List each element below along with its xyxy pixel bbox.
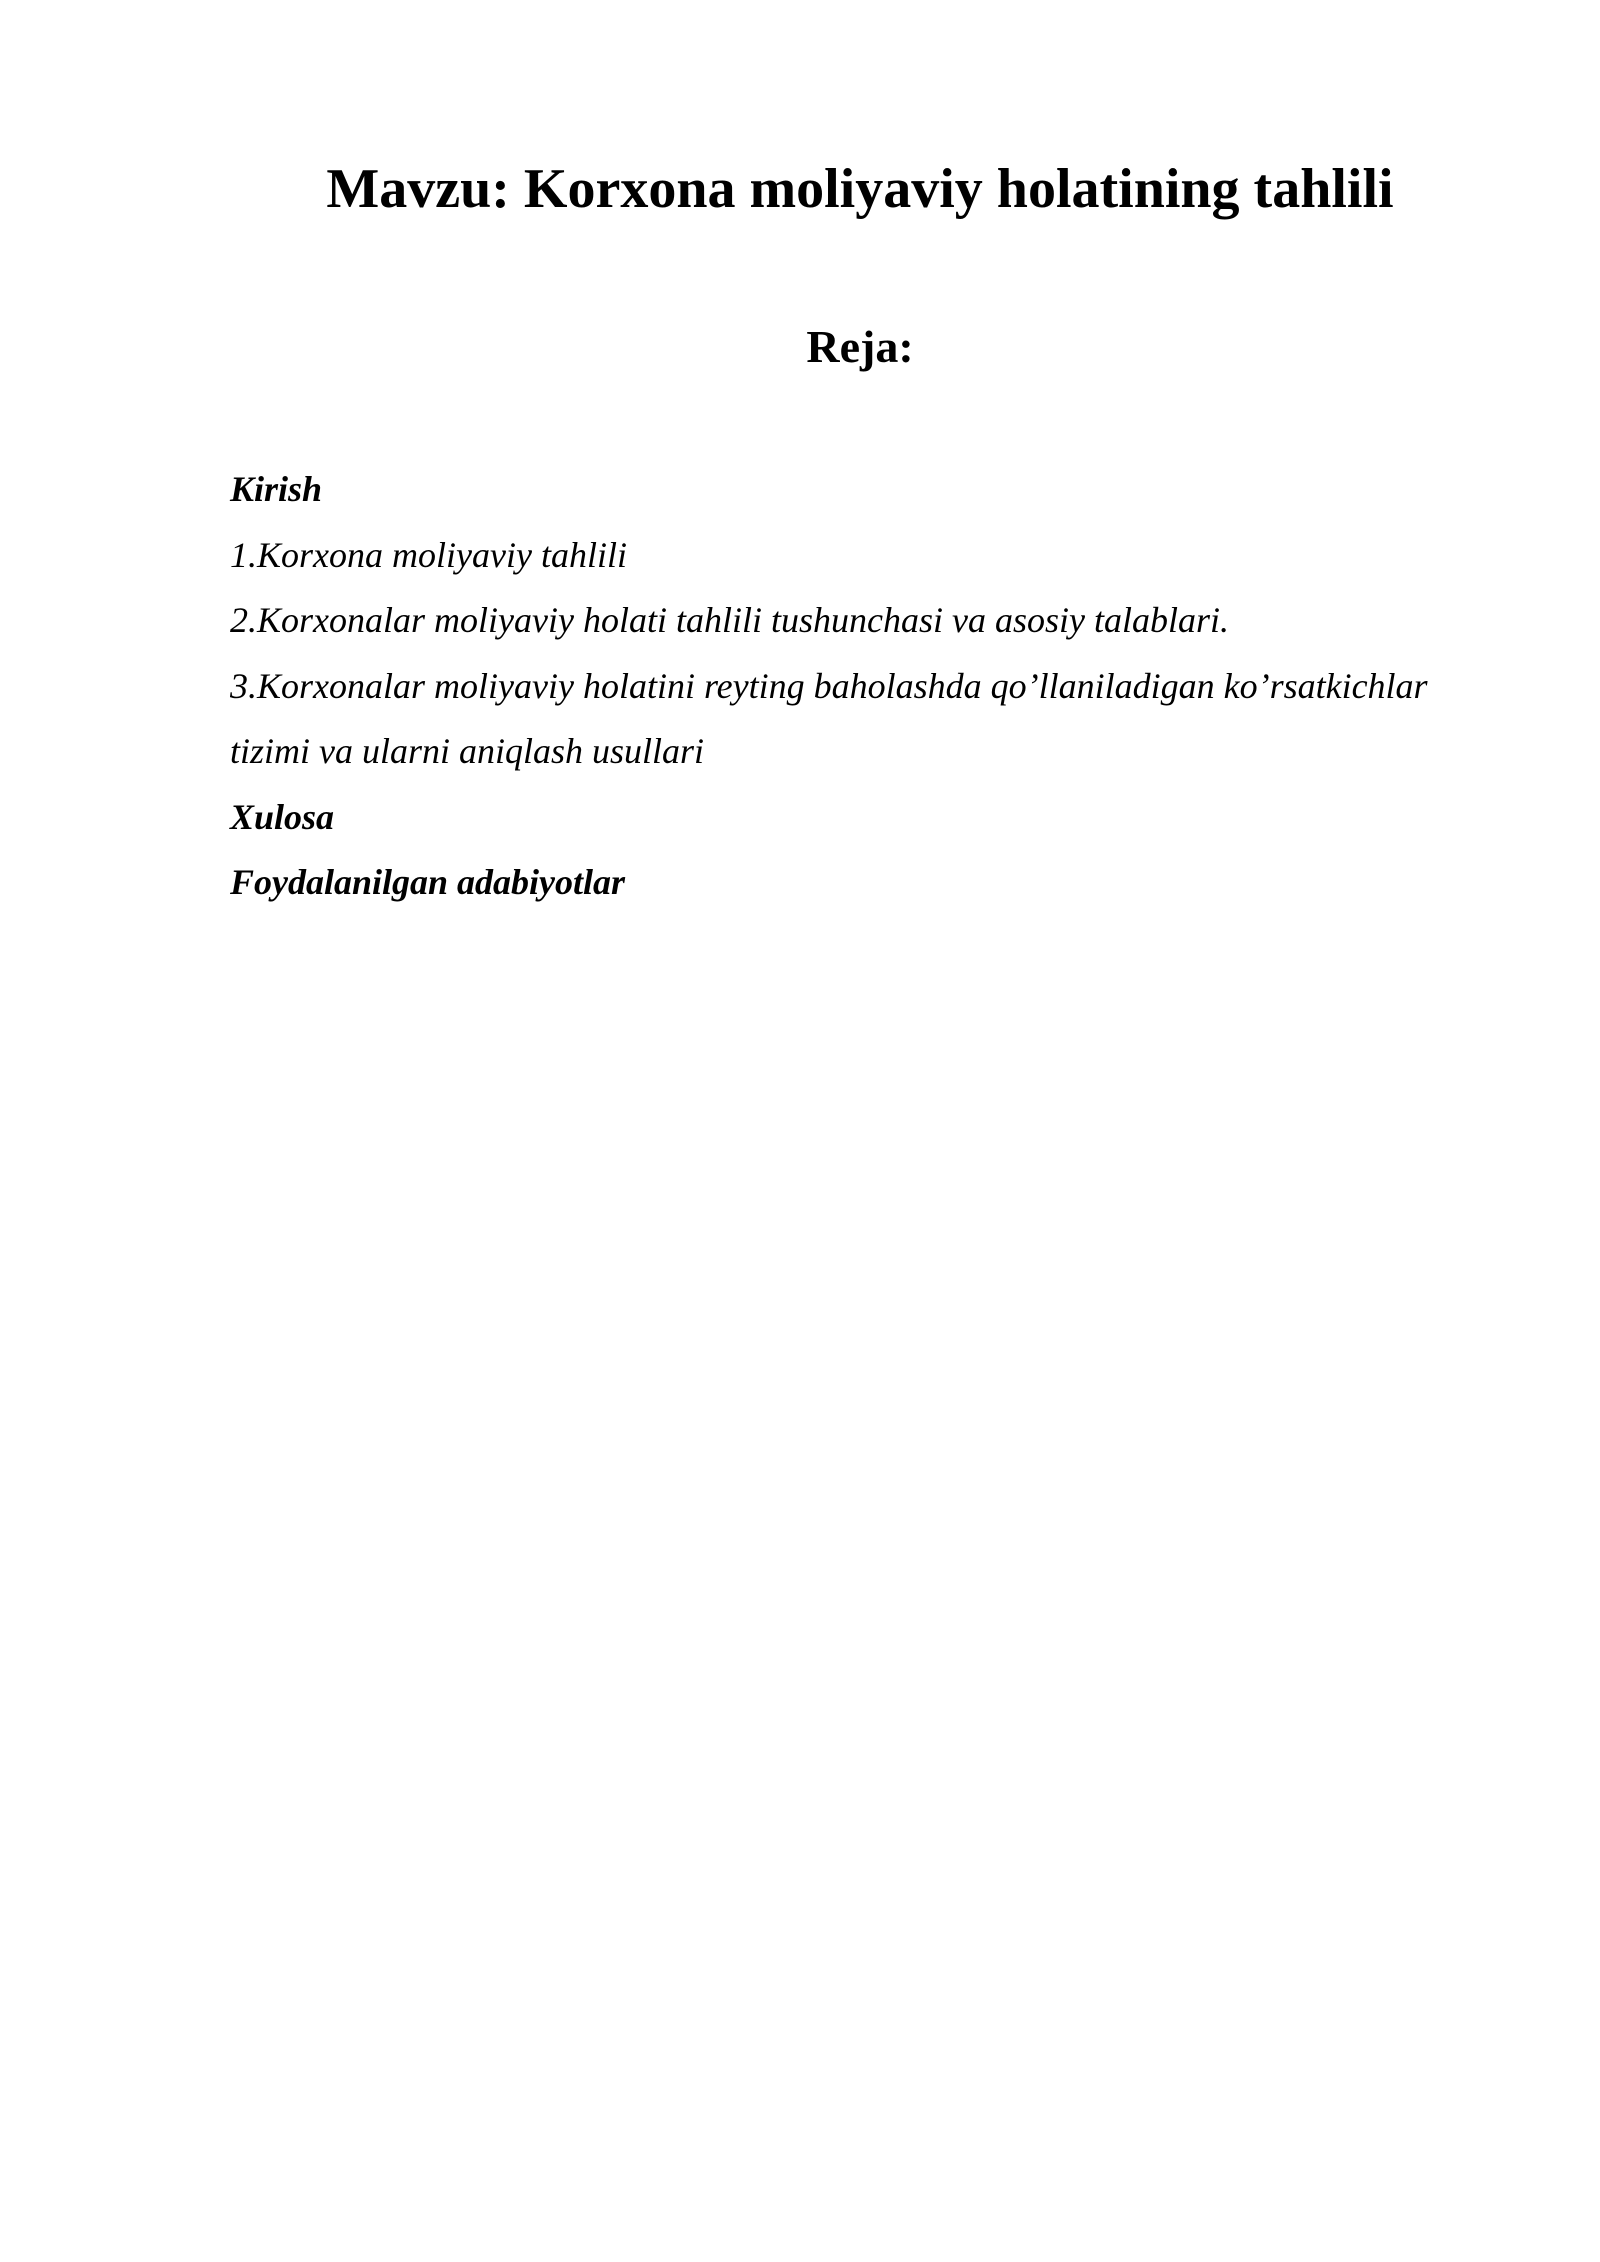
- plan-item-1: 1.Korxona moliyaviy tahlili: [230, 534, 627, 575]
- plan-item-3-continued: tizimi va ularni aniqlash usullari: [230, 731, 705, 771]
- document-title: Mavzu: Korxona moliyaviy holatining tahlili: [326, 158, 1394, 220]
- plan-item-introduction: Kirish: [230, 469, 323, 509]
- plan-item-3: 3.Korxonalar moliyaviy holatini reyting baholashda qo’llaniladigan ko’rsatkichlar: [230, 665, 1428, 706]
- plan-list: [230, 457, 1530, 916]
- plan-item-references: Foydalanilgan adabiyotlar: [230, 862, 626, 902]
- plan-item-conclusion: Xulosa: [230, 796, 335, 837]
- plan-item-2: 2.Korxonalar moliyaviy holati tahlili tushunchasi va asosiy talablari.: [230, 600, 1229, 640]
- plan-heading: Reja:: [806, 321, 914, 372]
